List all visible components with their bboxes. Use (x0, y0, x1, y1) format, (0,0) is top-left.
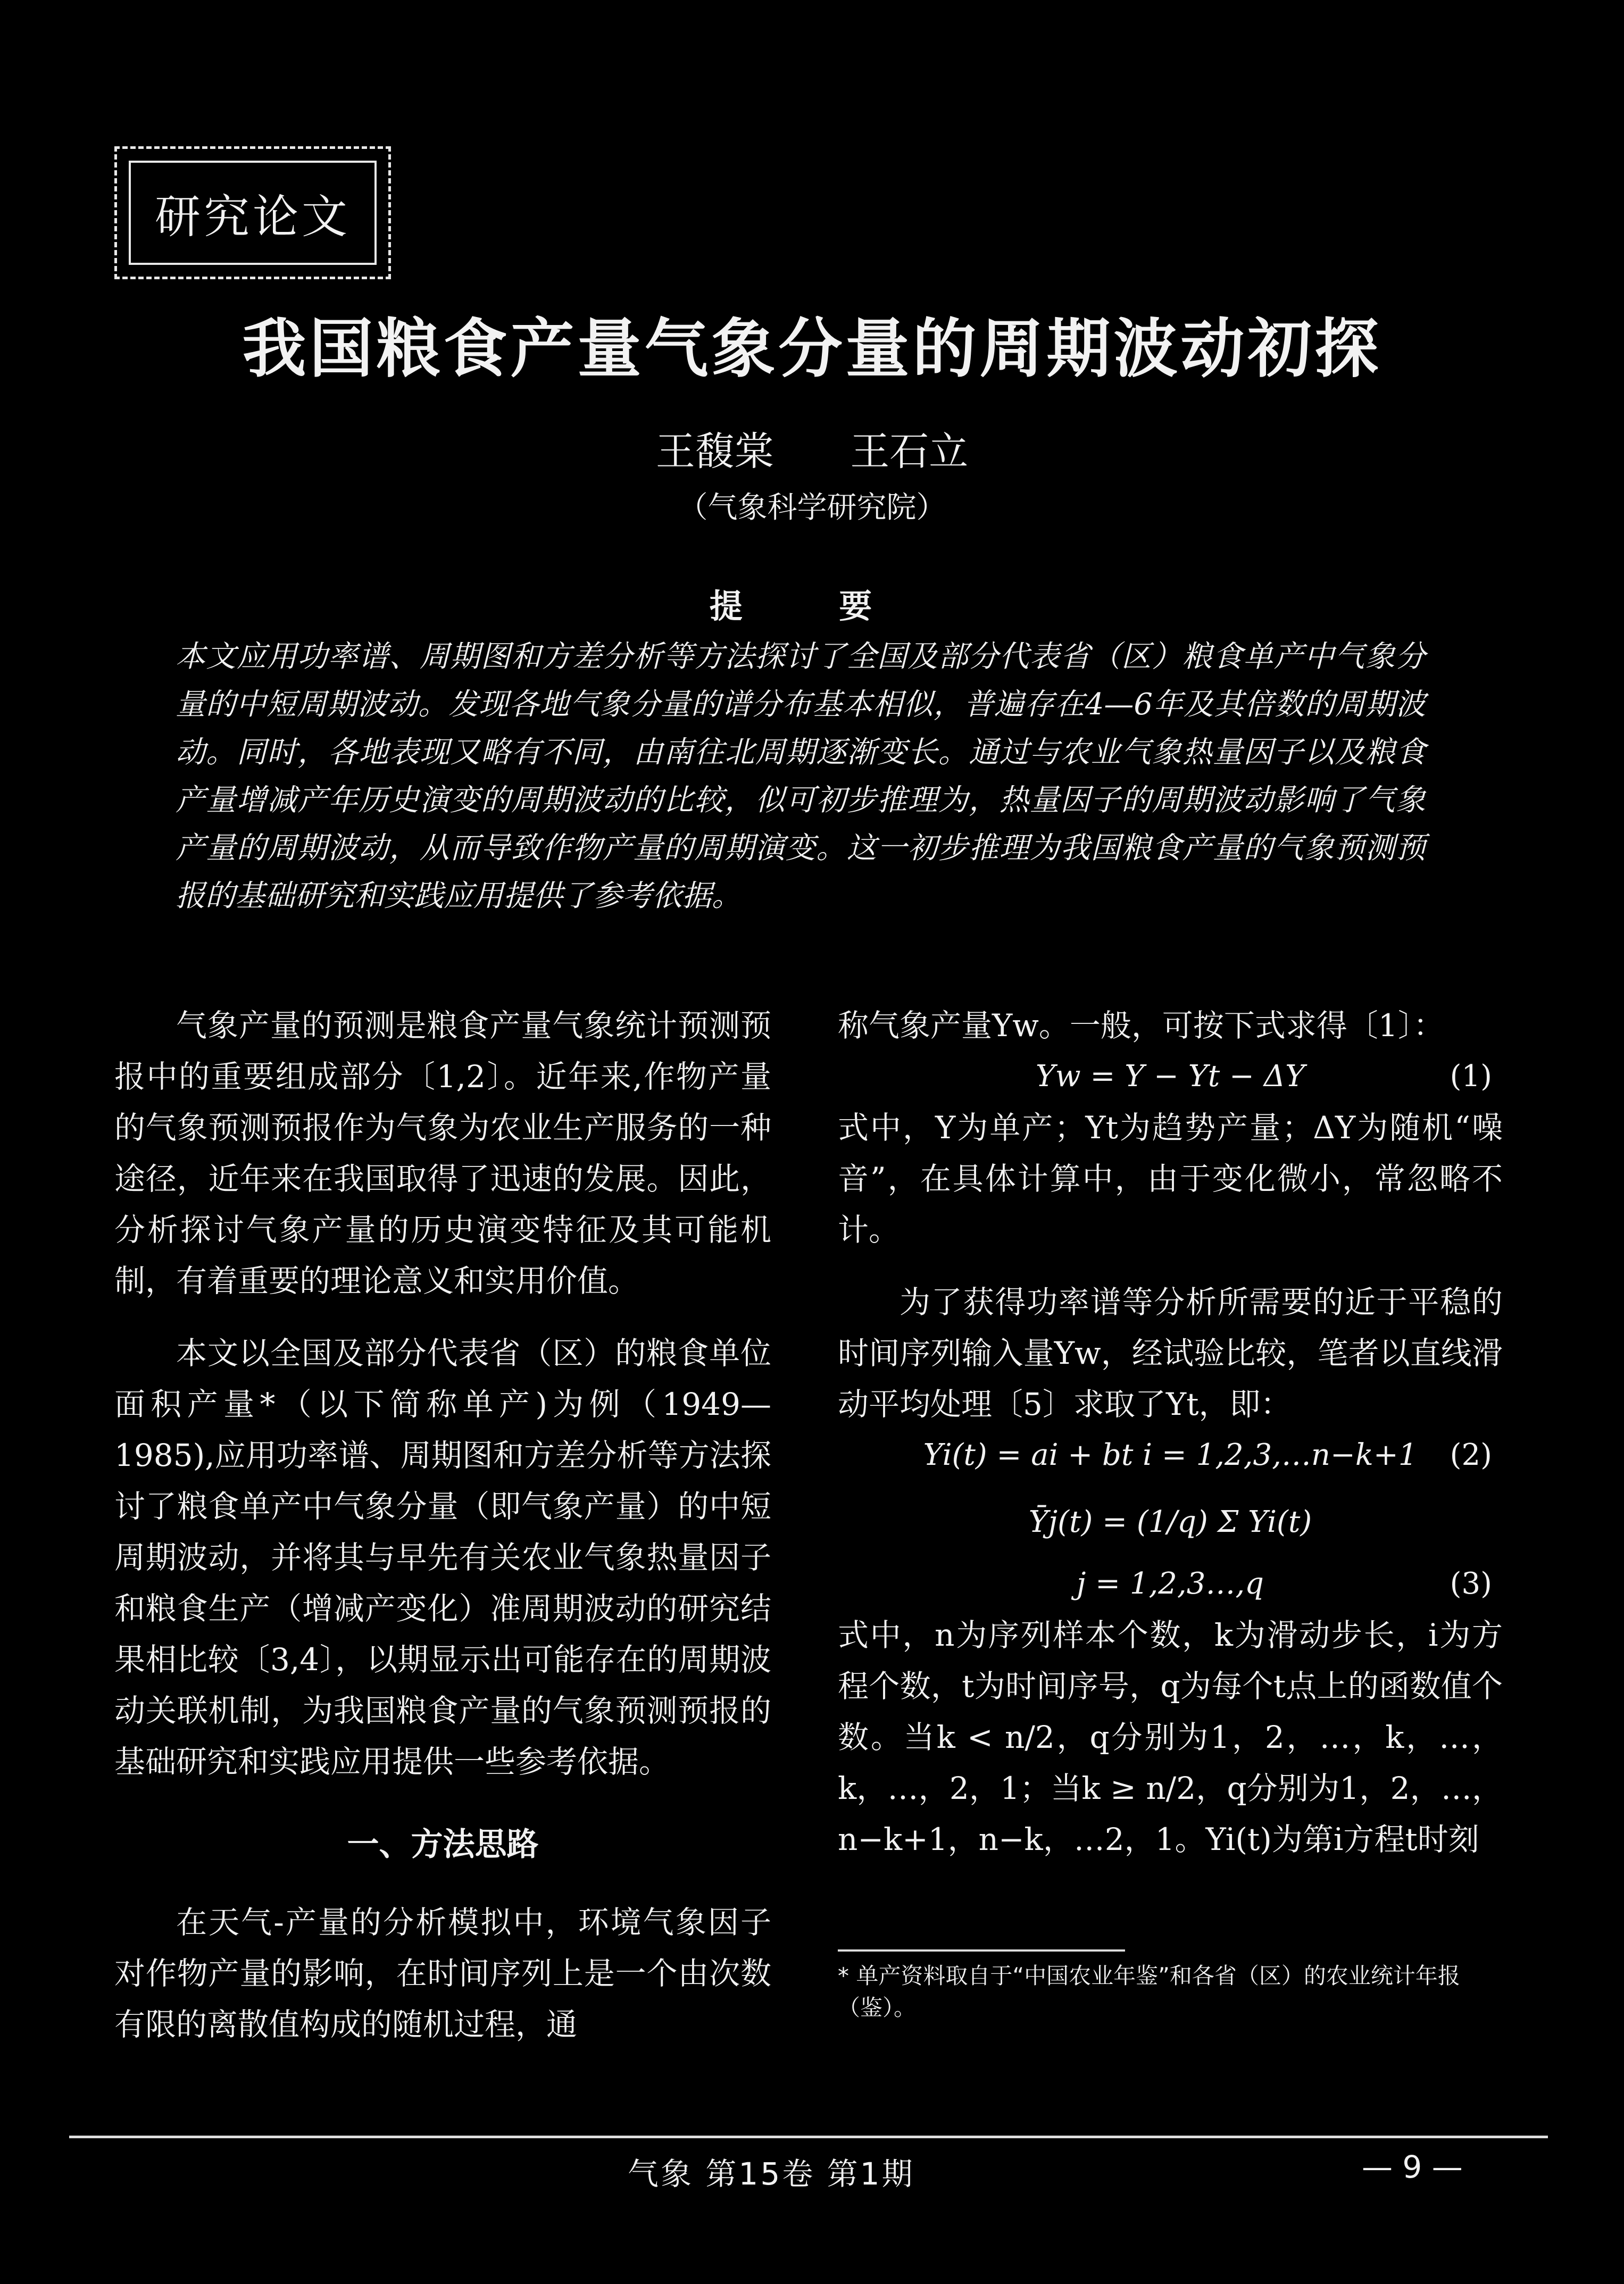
equation-1-expr: Yw = Y − Yt − ΔY (1035, 1059, 1305, 1094)
affiliation: （气象科学研究院） (678, 490, 946, 525)
section-badge-label: 研究论文 (129, 161, 377, 265)
footnote: * 单产资料取自于“中国农业年鉴”和各省（区）的农业统计年报（鉴）。 (838, 1963, 1460, 2021)
equation-3-number: (3) (1450, 1566, 1492, 1601)
body-paragraph: 式中，n为序列样本个数，k为滑动步长，i为方程个数，t为时间序号，q为每个t点上的函数值个数。当k < n/2，q分别为1，2，…，k，…，k，…，2，1；当k ≥ n/2，q分别为1，2，…，n−k+1，n−k，…2，1。Yi(t)为第i方程t时刻 (838, 1617, 1503, 1857)
footer-rule (69, 2136, 1548, 2138)
equation-1 (838, 1051, 1503, 1102)
section-heading: 一、方法思路 (347, 1826, 539, 1863)
section-badge (114, 146, 391, 279)
left-column (114, 1000, 771, 2050)
paper-title: 我国粮食产量气象分量的周期波动初探 (242, 312, 1382, 386)
equation-3-range (838, 1558, 1503, 1610)
author-2: 王石立 (850, 429, 969, 474)
right-column (838, 1000, 1503, 1865)
equation-1-number: (1) (1450, 1059, 1492, 1094)
body-paragraph: 气象产量的预测是粮食产量气象统计预测预报中的重要组成部分〔1,2〕。近年来,作物产量的气象预测预报作为气象为农业生产服务的一种途径，近年来在我国取得了迅速的发展。因此，分析探讨气象产量的历史演变特征及其可能机制，有着重要的理论意义和实用价值。 (114, 1007, 771, 1299)
equation-2-expr: Yi(t) = ai + bt i = 1,2,3,…n−k+1 (923, 1438, 1418, 1472)
equation-3-index: j = 1,2,3…,q (1076, 1566, 1264, 1601)
equation-2-number: (2) (1450, 1438, 1492, 1472)
equation-2 (838, 1430, 1503, 1481)
body-paragraph: 在天气-产量的分析模拟中，环境气象因子对作物产量的影响，在时间序列上是一个由次数有限的离散值构成的随机过程，通 (114, 1904, 771, 2043)
footnote-divider (838, 1949, 1125, 1952)
body-paragraph: 为了获得功率谱等分析所需要的近于平稳的时间序列输入量Yw，经试验比较，笔者以直线滑动平均处理〔5〕求取了Yt，即： (838, 1284, 1503, 1422)
page-number: — 9 — (1362, 2149, 1463, 2185)
equation-3 (838, 1497, 1503, 1548)
author-1: 王馥棠 (655, 429, 774, 474)
body-paragraph: 本文以全国及部分代表省（区）的粮食单位面积产量*（以下简称单产)为例（1949—1985),应用功率谱、周期图和方差分析等方法探讨了粮食单产中气象分量（即气象产量）的中短周期波动，并将其与早先有关农业气象热量因子和粮食生产（增减产变化）准周期波动的研究结果相比较〔3,4〕，以期显示出可能存在的周期波动关联机制，为我国粮食产量的气象预测预报的基础研究和实践应用提供一些参考依据。 (114, 1335, 771, 1780)
journal-info: 气象 第15卷 第1期 (628, 2156, 915, 2192)
body-paragraph: 称气象产量Yw。一般，可按下式求得〔1〕： (838, 1007, 1444, 1044)
equation-3-expr: Ȳj(t) = (1/q) Σ Yi(t) (1028, 1505, 1312, 1539)
body-paragraph: 式中，Y为单产；Yt为趋势产量；ΔY为随机“噪音”，在具体计算中，由于变化微小，常忽略不计。 (838, 1110, 1503, 1248)
abstract-text: 本文应用功率谱、周期图和方差分析等方法探讨了全国及部分代表省（区）粮食单产中气象分量的中短周期波动。发现各地气象分量的谱分布基本相似，普遍存在4—6年及其倍数的周期波动。同时，各地表现又略有不同，由南往北周期逐渐变长。通过与农业气象热量因子以及粮食产量增减产年历史演变的周期波动的比较，似可初步推理为，热量因子的周期波动影响了气象产量的周期波动，从而导致作物产量的周期演变。这一初步推理为我国粮食产量的气象预测预报的基础研究和实践应用提供了参考依据。 (176, 639, 1426, 913)
author-list (0, 420, 1624, 477)
abstract-heading: 提 要 (709, 587, 915, 626)
